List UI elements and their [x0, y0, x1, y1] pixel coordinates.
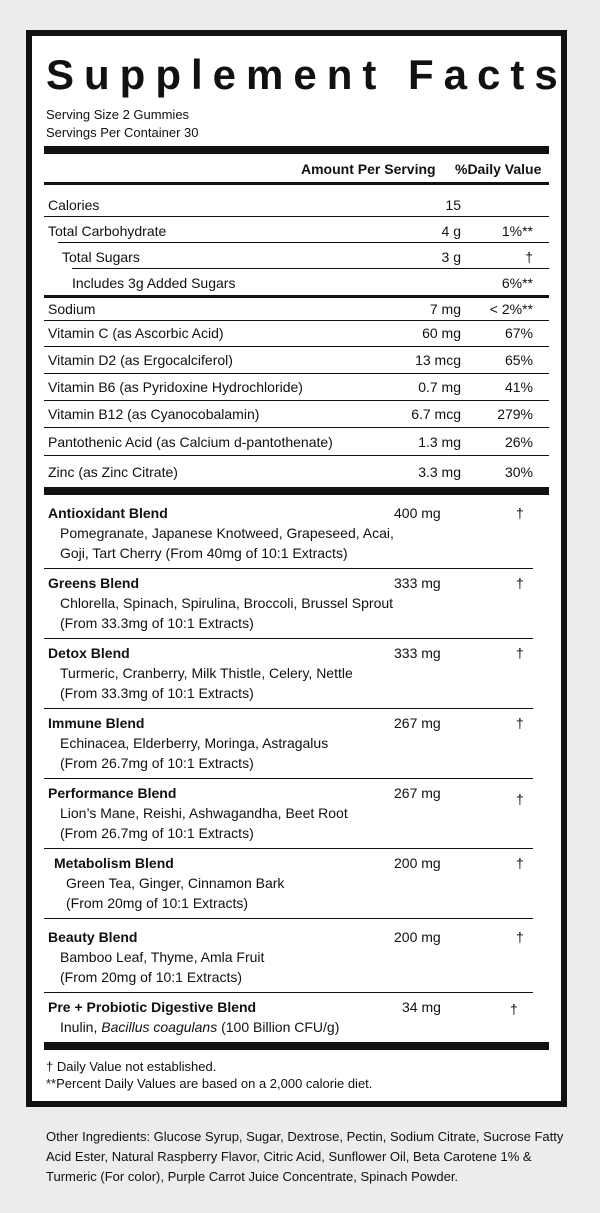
blend-amount: 34 mg	[402, 999, 441, 1015]
nutrient-dv: 30%	[504, 464, 533, 480]
nutrient-label: Vitamin B6 (as Pyridoxine Hydrochloride)	[48, 379, 303, 395]
blend-ingredients: (From 33.3mg of 10:1 Extracts)	[60, 615, 254, 631]
ingredient-text: (100 Billion CFU/g)	[217, 1019, 340, 1035]
ingredient-text: Inulin,	[60, 1019, 102, 1035]
nutrient-label: Total Sugars	[62, 249, 140, 265]
nutrient-dv: 1%**	[501, 223, 533, 239]
blend-amount: 200 mg	[394, 855, 441, 871]
servings-per-container: Servings Per Container 30	[46, 125, 199, 140]
nutrient-amount: 60 mg	[422, 325, 461, 341]
divider-thick	[44, 1042, 549, 1050]
nutrient-dv: †	[525, 249, 533, 265]
blend-ingredients: (From 26.7mg of 10:1 Extracts)	[60, 755, 254, 771]
row-divider	[44, 216, 549, 217]
row-divider	[44, 778, 533, 779]
blend-ingredients: Turmeric, Cranberry, Milk Thistle, Celery, Nettle	[60, 665, 353, 681]
nutrient-row	[44, 224, 549, 240]
nutrient-label: Vitamin B12 (as Cyanocobalamin)	[48, 406, 260, 422]
nutrient-dv: < 2%**	[489, 301, 533, 317]
nutrient-label: Zinc (as Zinc Citrate)	[48, 464, 178, 480]
blend-dv: †	[516, 855, 524, 871]
nutrient-amount: 15	[445, 197, 461, 213]
nutrient-label: Total Carbohydrate	[48, 223, 167, 239]
blend-name: Performance Blend	[48, 785, 177, 801]
row-divider	[44, 918, 533, 919]
nutrient-row	[44, 302, 549, 318]
blend-ingredients: Pomegranate, Japanese Knotweed, Grapeseed, Acai,	[60, 525, 394, 541]
blend-amount: 267 mg	[394, 785, 441, 801]
blend-name: Beauty Blend	[48, 929, 138, 945]
blend-ingredients	[60, 1020, 339, 1034]
nutrient-label: Calories	[48, 197, 100, 213]
footnote-percent: **Percent Daily Values are based on a 2,000 calorie diet.	[46, 1076, 373, 1091]
ingredient-italic: Bacillus coagulans	[101, 1019, 218, 1035]
row-divider	[44, 848, 533, 849]
blend-ingredients: Bamboo Leaf, Thyme, Amla Fruit	[60, 949, 265, 965]
nutrient-row	[44, 198, 549, 214]
nutrient-dv: 65%	[504, 352, 533, 368]
blend-dv: †	[516, 791, 524, 807]
divider-thick	[44, 487, 549, 495]
nutrient-label: Sodium	[48, 301, 96, 317]
nutrient-amount: 13 mcg	[415, 352, 461, 368]
divider-medium	[44, 182, 549, 185]
nutrient-label: Includes 3g Added Sugars	[72, 275, 236, 291]
footnote-dagger: † Daily Value not established.	[46, 1059, 217, 1074]
blend-name: Metabolism Blend	[54, 855, 174, 871]
blend-name: Immune Blend	[48, 715, 145, 731]
blend-amount: 200 mg	[394, 929, 441, 945]
row-divider	[44, 708, 533, 709]
blend-name: Detox Blend	[48, 645, 130, 661]
nutrient-row	[44, 380, 549, 396]
nutrient-label: Pantothenic Acid (as Calcium d-pantothenate)	[48, 434, 333, 450]
blend-ingredients: Echinacea, Elderberry, Moringa, Astragalus	[60, 735, 329, 751]
blend-dv: †	[516, 929, 524, 945]
row-divider	[58, 242, 549, 243]
nutrient-amount: 1.3 mg	[418, 434, 461, 450]
row-divider	[44, 568, 533, 569]
row-divider	[44, 638, 533, 639]
blend-name: Pre + Probiotic Digestive Blend	[48, 999, 257, 1015]
nutrient-label: Vitamin D2 (as Ergocalciferol)	[48, 352, 233, 368]
blend-ingredients: (From 33.3mg of 10:1 Extracts)	[60, 685, 254, 701]
nutrient-dv: 26%	[504, 434, 533, 450]
nutrient-row	[44, 407, 549, 423]
nutrient-row	[44, 326, 549, 342]
blend-dv: †	[516, 715, 524, 731]
nutrient-amount: 6.7 mcg	[411, 406, 461, 422]
nutrient-row	[44, 465, 549, 481]
amount-per-serving-header: Amount Per Serving	[301, 161, 436, 177]
row-divider	[72, 268, 549, 269]
blend-name: Greens Blend	[48, 575, 140, 591]
nutrient-amount: 4 g	[441, 223, 461, 239]
nutrient-dv: 41%	[504, 379, 533, 395]
blend-ingredients: Goji, Tart Cherry (From 40mg of 10:1 Extracts)	[60, 545, 348, 561]
row-divider	[44, 427, 549, 428]
blend-amount: 333 mg	[394, 645, 441, 661]
blend-dv: †	[516, 575, 524, 591]
nutrient-dv: 6%**	[501, 275, 533, 291]
daily-value-header: %Daily Value	[455, 161, 542, 177]
blend-ingredients: (From 20mg of 10:1 Extracts)	[60, 969, 243, 985]
blend-amount: 267 mg	[394, 715, 441, 731]
row-divider	[44, 320, 549, 321]
other-ingredients: Other Ingredients: Glucose Syrup, Sugar, Dextrose, Pectin, Sodium Citrate, Sucrose Fatty Acid Ester, Natural Raspberry Flavor, Citric Acid, Sunflower Oil, Beta Carotene 1% & Turmeric (For color), Purple Carrot Juice Concentrate, Spinach Powder.	[46, 1129, 564, 1184]
row-divider	[44, 400, 549, 401]
panel-title: Supplement Facts	[46, 51, 568, 98]
blend-dv: †	[510, 1001, 518, 1017]
row-divider	[44, 992, 533, 993]
nutrient-dv: 279%	[497, 406, 533, 422]
nutrient-amount: 7 mg	[429, 301, 461, 317]
supplement-facts-panel	[26, 30, 567, 1107]
blend-dv: †	[516, 505, 524, 521]
blend-name: Antioxidant Blend	[48, 505, 168, 521]
blend-ingredients: Green Tea, Ginger, Cinnamon Bark	[66, 875, 285, 891]
nutrient-row	[44, 276, 549, 292]
nutrient-row	[44, 353, 549, 369]
divider-thick	[44, 146, 549, 154]
blend-ingredients: (From 26.7mg of 10:1 Extracts)	[60, 825, 254, 841]
serving-size: Serving Size 2 Gummies	[46, 107, 190, 122]
blend-ingredients: Lion’s Mane, Reishi, Ashwagandha, Beet Root	[60, 805, 348, 821]
blend-amount: 333 mg	[394, 575, 441, 591]
row-divider	[44, 455, 549, 456]
nutrient-label: Vitamin C (as Ascorbic Acid)	[48, 325, 224, 341]
blend-dv: †	[516, 645, 524, 661]
nutrient-dv: 67%	[504, 325, 533, 341]
nutrient-row	[44, 435, 549, 451]
blend-ingredients: Chlorella, Spinach, Spirulina, Broccoli, Brussel Sprout	[60, 595, 394, 611]
nutrient-amount: 3 g	[441, 249, 461, 265]
nutrient-amount: 0.7 mg	[418, 379, 461, 395]
nutrient-amount: 3.3 mg	[418, 464, 461, 480]
divider-medium	[44, 295, 549, 298]
nutrient-row	[44, 250, 549, 266]
row-divider	[44, 373, 549, 374]
row-divider	[44, 346, 549, 347]
blend-amount: 400 mg	[394, 505, 441, 521]
blend-ingredients: (From 20mg of 10:1 Extracts)	[66, 895, 249, 911]
